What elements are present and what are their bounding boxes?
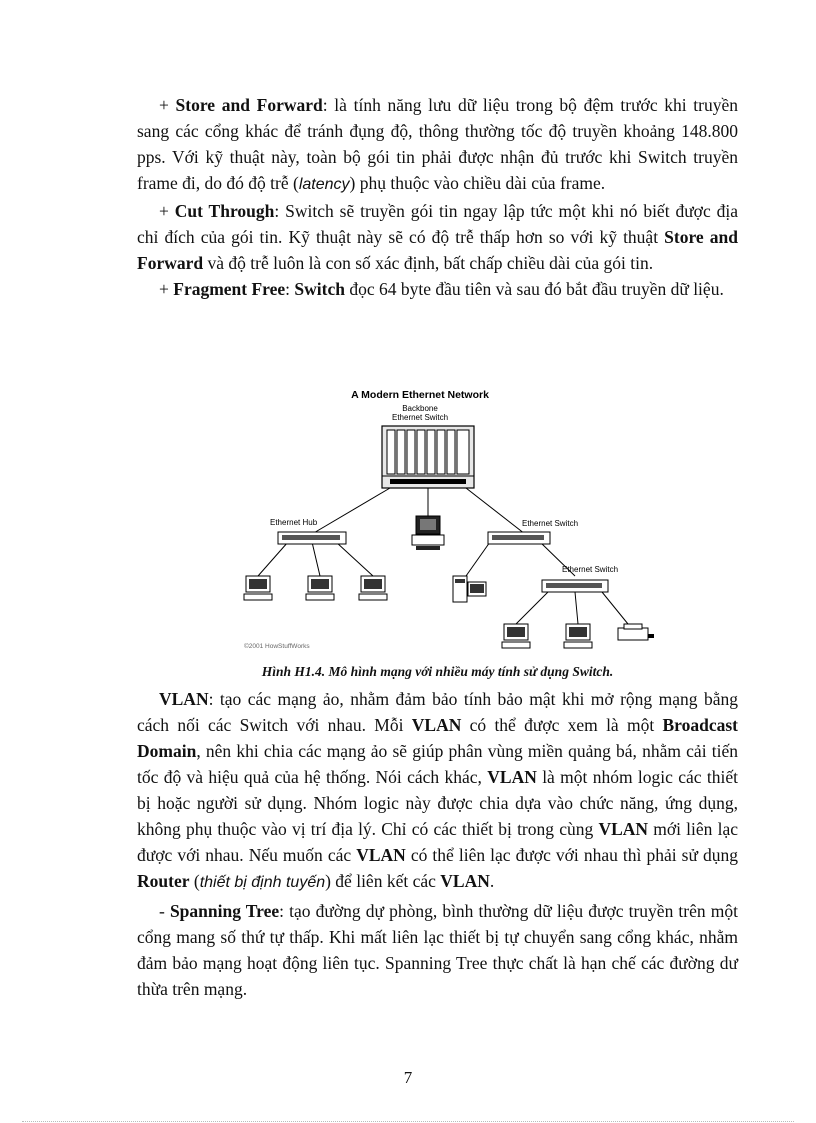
computer-icon	[359, 576, 387, 600]
term-router: Router	[137, 871, 190, 891]
term-cut-through: Cut Through	[174, 201, 275, 221]
paragraph-text: đọc 64 byte đầu tiên và sau đó bắt đầu truyền dữ liệu.	[344, 279, 724, 299]
term-switch: Switch	[294, 279, 345, 299]
paragraph-text: có thể liên lạc được với nhau thì phải sử dụng	[405, 845, 738, 865]
paragraph-text: : tạo các mạng ảo, nhằm đảm bảo tính bảo mật khi mở rộng mạng bằng cách nối các Switch với nhau. Mỗi	[137, 689, 738, 735]
network-diagram	[240, 384, 660, 654]
paragraph-text: ) để liên kết các	[325, 871, 441, 891]
switch-label-1: Ethernet Switch	[522, 519, 579, 528]
term-broadcast-domain: Broadcast Domain	[137, 715, 739, 761]
computer-icon	[306, 576, 334, 600]
paragraph-vlan	[137, 686, 738, 896]
bullet-prefix: +	[159, 279, 174, 299]
ethernet-switch-icon	[488, 532, 550, 544]
backbone-switch-icon	[382, 426, 474, 488]
separator: :	[285, 279, 295, 299]
term-vlan: VLAN	[411, 715, 462, 735]
computer-icon	[564, 624, 592, 648]
paragraph-store-forward	[137, 92, 738, 198]
paragraph-cut-through	[137, 198, 738, 276]
text-block-top	[137, 92, 738, 302]
paragraph-text: : là tính năng lưu dữ liệu trong bộ đệm trước khi truyền sang các cổng khác để tránh đụng độ, thông thường tốc độ truyền khoảng 148.800 pps. Với kỹ thuật này, toàn bộ gói tin phải được nhận đủ trước khi Switch truyền frame đi, do đó độ trễ (	[137, 95, 739, 193]
network-links	[258, 488, 628, 624]
bullet-prefix: +	[159, 201, 175, 221]
computer-icon	[453, 576, 486, 602]
term-vlan: VLAN	[487, 767, 537, 787]
backbone-label-2: Ethernet Switch	[391, 413, 449, 422]
term-store-forward: Store and Forward	[175, 95, 323, 115]
router-note: thiết bị định tuyến	[199, 874, 326, 891]
paragraph-text: , nên khi chia các mạng ảo sẽ giúp phân vùng miền quảng bá, nhằm cải tiến tốc độ và hiệu quả của hệ thống. Nói cách khác,	[137, 741, 738, 787]
page-number: 7	[403, 1068, 413, 1087]
paragraph-text: ) phụ thuộc vào chiều dài của frame.	[349, 173, 606, 193]
term-vlan: VLAN	[598, 819, 649, 839]
paragraph-text: : Switch sẽ truyền gói tin ngay lập tức một khi nó biết được địa chỉ đích của gói tin. Kỹ thuật này sẽ có độ trễ thấp hơn so với kỹ thuật	[137, 201, 738, 247]
bullet-prefix: -	[159, 901, 170, 921]
paragraph-text: là một nhóm logic các thiết bị hoặc người sử dụng. Nhóm logic này được chia dựa vào chức năng, ứng dụng, không phụ thuộc vào vị trí địa lý. Chỉ có các thiết bị trong cùng	[137, 767, 738, 839]
term-vlan: VLAN	[159, 689, 209, 709]
latency-term: latency	[298, 176, 350, 193]
computer-icon	[502, 624, 530, 648]
footer-divider	[22, 1121, 794, 1122]
text-block-bottom	[137, 686, 738, 1002]
paragraph-spanning-tree	[137, 898, 738, 1002]
paragraph-text: có thể được xem là một	[461, 715, 663, 735]
paragraph-fragment-free	[137, 276, 738, 302]
paragraph-text: .	[489, 871, 495, 891]
computer-icon	[244, 576, 272, 600]
backbone-label: Backbone	[402, 404, 438, 413]
diagram-title: A Modern Ethernet Network	[351, 389, 489, 401]
figure-caption: Hình H1.4. Mô hình mạng với nhiều máy tính sử dụng Switch.	[261, 664, 614, 679]
switch-label-2: Ethernet Switch	[562, 565, 619, 574]
term-vlan: VLAN	[440, 871, 490, 891]
paragraph-text: và độ trễ luôn là con số xác định, bất chấp chiều dài của gói tin.	[203, 253, 654, 273]
copyright-text: ©2001 HowStuffWorks	[244, 643, 310, 650]
computer-icon	[412, 516, 444, 550]
paragraph-text: : tạo đường dự phòng, bình thường dữ liệu được truyền trên một cổng mang số thứ tự thấp. Khi mất liên lạc thiết bị tự chuyển sang cổng khác, nhằm đảm bảo mạng hoạt động liên tục. Spanning Tree thực chất là hạn chế các đường dư thừa trên mạng.	[137, 901, 738, 999]
ethernet-switch-icon	[542, 580, 608, 592]
term-vlan: VLAN	[356, 845, 406, 865]
ethernet-hub-icon	[278, 532, 346, 544]
term-spanning-tree: Spanning Tree	[169, 901, 280, 921]
hub-label: Ethernet Hub	[270, 518, 318, 527]
paragraph-text: (	[189, 871, 200, 891]
term-store-forward-ref: Store and Forward	[137, 227, 738, 273]
paragraph-text: mới liên lạc được với nhau. Nếu muốn các	[137, 819, 738, 865]
printer-icon	[618, 624, 654, 640]
bullet-prefix: +	[159, 95, 176, 115]
term-fragment-free: Fragment Free	[173, 279, 286, 299]
